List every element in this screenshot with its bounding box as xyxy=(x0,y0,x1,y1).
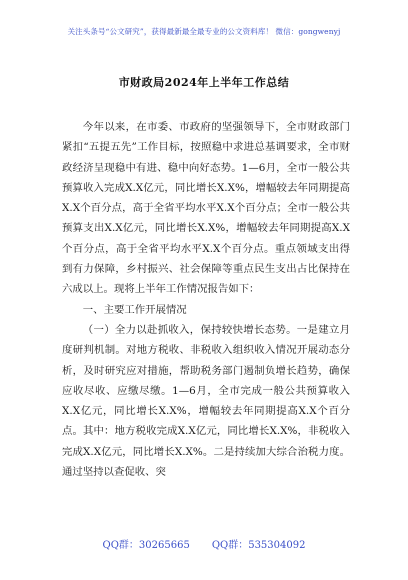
header-promo-note: 关注头条号“公文研究”，获得最新最全最专业的公文资料库！ 微信：gongwenyj xyxy=(67,27,341,36)
footer-qq-group-1: QQ群：30265665 xyxy=(102,540,190,551)
footer-qq-group-2: QQ群：535304092 xyxy=(211,540,306,551)
body-paragraph-intro: 今年以来，在市委、市政府的坚强领导下，全市财政部门紧扣“五提五先”工作目标，按照稳中求进总基调要求，全市财政经济呈现稳中有进、稳中向好态势。1—6月，全市一般公共预算收入完成X.X亿元，同比增长X.X%，增幅较去年同期提高X.X个百分点，高于全省平均水平X.X个百分点；全市一般公共预算支出X.X亿元，同比增长X.X%，增幅较去年同期提高X.X个百分点，高于全省平均水平X.X个百分点。重点领域支出得到有力保障，乡村振兴、社会保障等重点民生支出占比保持在六成以上。现将上半年工作情况报告如下： xyxy=(62,121,350,296)
document-title: 市财政局2024年上半年工作总结 xyxy=(118,76,290,89)
body-section-heading: 一、主要工作开展情况 xyxy=(82,303,187,316)
document-body xyxy=(62,117,350,482)
body-paragraph-income: （一）全力以赴抓收入，保持较快增长态势。一是建立月度研判机制。对地方税收、非税收入组织收入情况开展动态分析，及时研究应对措施，帮助税务部门遏制负增长趋势，确保应收尽收、应缴尽缴。1—6月，全市完成一般公共预算收入X.X亿元，同比增长X.X%，增幅较去年同期提高X.X个百分点。其中：地方税收完成X.X亿元，同比增长X.X%，非税收入完成X.X亿元，同比增长X.X%。二是持续加大综合治税力度。通过坚持以查促收、突 xyxy=(62,323,350,479)
footer-contact xyxy=(0,536,408,551)
